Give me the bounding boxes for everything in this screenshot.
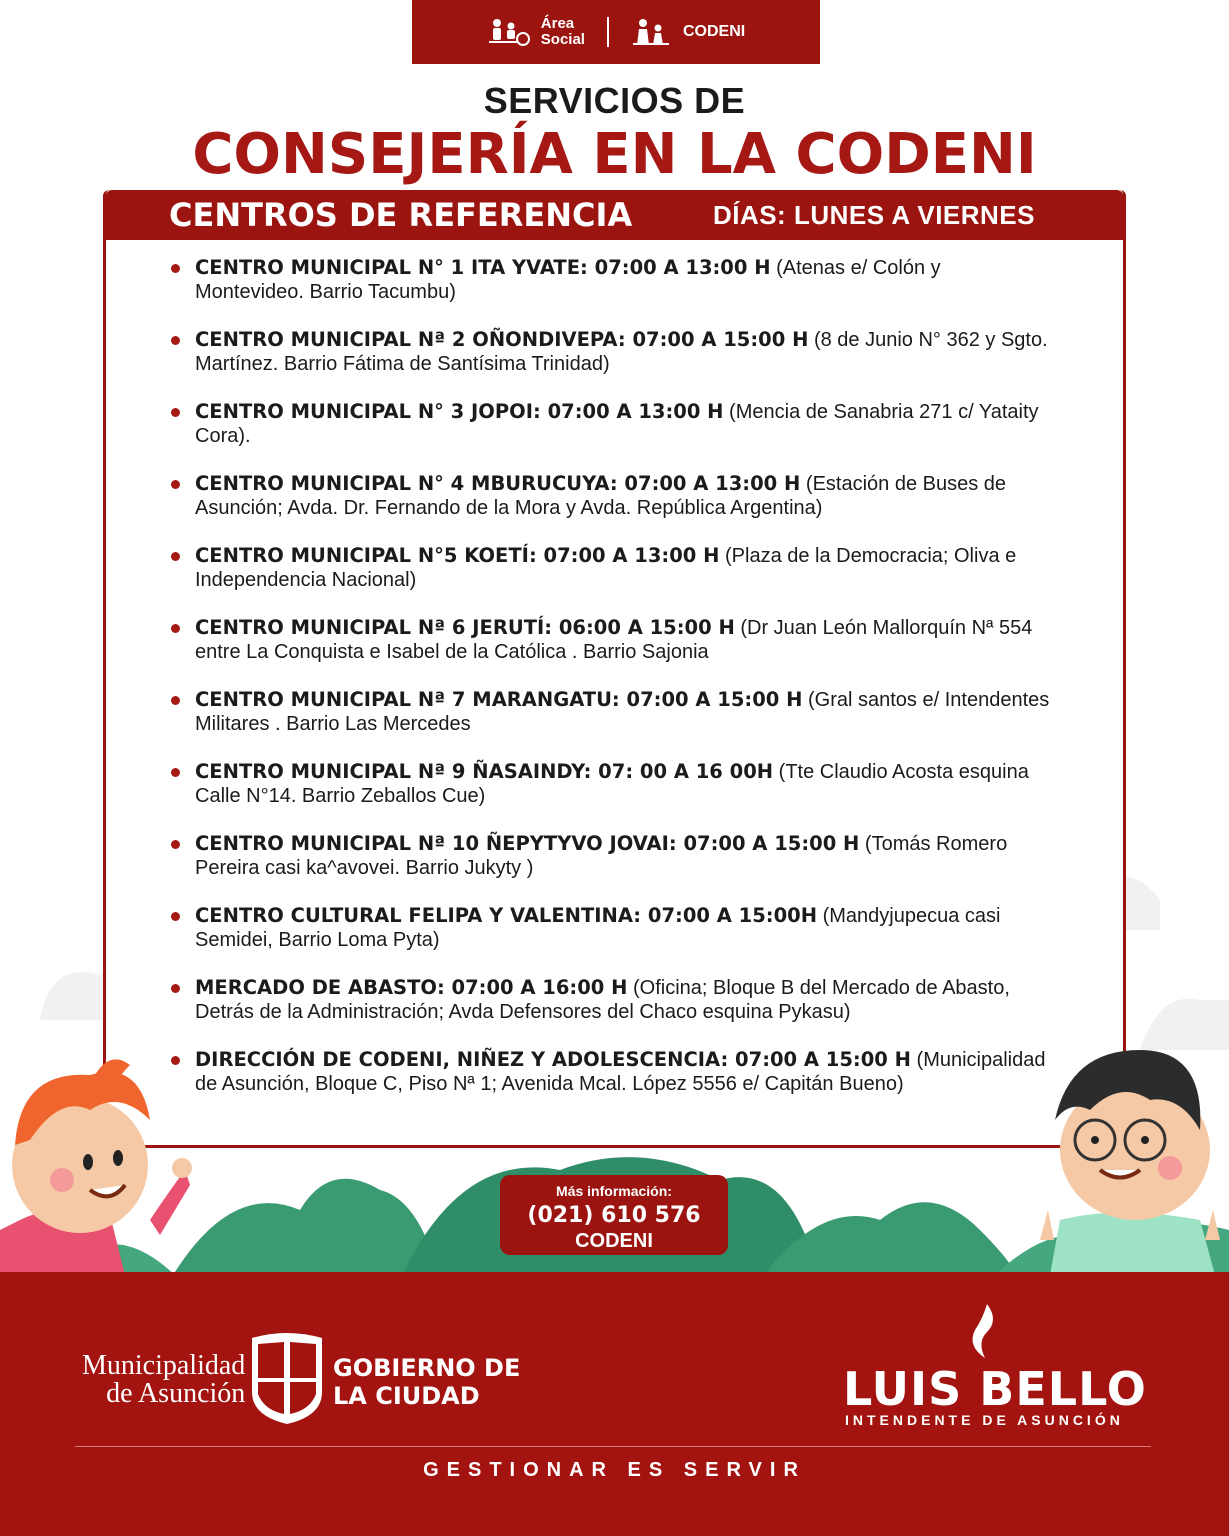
center-name: CENTRO MUNICIPAL Nª 10 ÑEPYTYVO JOVAI: 07:00 A 15:00 H (195, 832, 860, 855)
list-item (171, 976, 1051, 1024)
bullet-icon (171, 840, 180, 849)
center-address: (Mencia de Sanabria 271 c/ Yataity Cora). (195, 401, 1039, 447)
center-name: CENTRO MUNICIPAL Nª 2 OÑONDIVEPA: 07:00 A 15:00 H (195, 328, 809, 351)
family-icon (631, 17, 675, 47)
bullet-icon (171, 264, 180, 273)
list-item (171, 760, 1051, 808)
mayor-title: INTENDENTE DE ASUNCIÓN (845, 1412, 1124, 1428)
list-item (171, 832, 1051, 880)
area-social-label (541, 16, 585, 48)
info-phone[interactable]: (021) 610 576 (527, 1203, 701, 1228)
list-item (171, 400, 1051, 448)
center-address: (Gral santos e/ Intendentes Militares . Barrio Las Mercedes (195, 689, 1050, 735)
more-info-box (500, 1175, 728, 1255)
header-divider (607, 17, 609, 47)
municipality-logo-text (82, 1352, 245, 1408)
bullet-icon (171, 552, 180, 561)
codeni-group (631, 17, 745, 47)
info-label: Más información: (556, 1183, 672, 1199)
center-name: CENTRO MUNICIPAL N° 3 JOPOI: 07:00 A 13:00 H (195, 400, 724, 423)
bullet-icon (171, 336, 180, 345)
list-item (171, 472, 1051, 520)
panel-header (106, 190, 1123, 240)
flame-icon (965, 1302, 1005, 1362)
panel-days: DÍAS: LUNES A VIERNES (712, 199, 1035, 230)
area-social-group (487, 16, 585, 48)
reference-centers-panel (103, 190, 1126, 1148)
bullet-icon (171, 624, 180, 633)
list-item (171, 328, 1051, 376)
center-name: CENTRO MUNICIPAL Nª 6 JERUTÍ: 06:00 A 15:00 H (195, 616, 735, 639)
list-item (171, 904, 1051, 952)
center-address: (Dr Juan León Mallorquín Nª 554 entre La Conquista e Isabel de la Católica . Barrio Sajonia (195, 617, 1033, 663)
center-address: (8 de Junio N° 362 y Sgto. Martínez. Barrio Fátima de Santísima Trinidad) (195, 329, 1048, 375)
slogan: GESTIONAR ES SERVIR (423, 1459, 806, 1481)
mayor-name: LUIS BELLO (843, 1362, 1147, 1416)
center-address: (Atenas e/ Colón y Montevideo. Barrio Tacumbu) (195, 257, 941, 303)
centers-list (171, 256, 1051, 1120)
list-item (171, 256, 1051, 304)
gobierno-ciudad-text (333, 1354, 520, 1410)
bullet-icon (171, 408, 180, 417)
panel-heading: CENTROS DE REFERENCIA (169, 196, 633, 234)
center-address: (Tte Claudio Acosta esquina Calle N°14. Barrio Zeballos Cue) (195, 761, 1029, 807)
center-address: (Plaza de la Democracia; Oliva e Independencia Nacional) (195, 545, 1017, 591)
center-address: (Oficina; Bloque B del Mercado de Abasto, Detrás de la Administración; Avda Defensores del Chaco esquina Pykasu) (195, 977, 1010, 1023)
center-name: MERCADO DE ABASTO: 07:00 A 16:00 H (195, 976, 628, 999)
footer-divider (75, 1446, 1151, 1447)
list-item (171, 616, 1051, 664)
info-org: CODENI (575, 1230, 653, 1252)
center-name: CENTRO MUNICIPAL N° 4 MBURUCUYA: 07:00 A 13:00 H (195, 472, 801, 495)
muni-line1: Municipalidad (82, 1350, 246, 1381)
bullet-icon (171, 768, 180, 777)
footer (0, 1272, 1229, 1536)
muni-line2: de Asunción (106, 1378, 246, 1409)
title-line2: CONSEJERÍA EN LA CODENI (192, 122, 1037, 187)
center-name: CENTRO CULTURAL FELIPA Y VALENTINA: 07:00 A 15:00H (195, 904, 818, 927)
bullet-icon (171, 984, 180, 993)
bullet-icon (171, 912, 180, 921)
coat-of-arms-icon (248, 1332, 326, 1426)
bullet-icon (171, 696, 180, 705)
center-name: CENTRO MUNICIPAL Nª 7 MARANGATU: 07:00 A 15:00 H (195, 688, 803, 711)
kid-right-illustration (1030, 1040, 1229, 1275)
people-icon (487, 17, 533, 47)
kid-left-illustration (0, 1050, 200, 1275)
list-item (171, 544, 1051, 592)
title-line1: SERVICIOS DE (483, 80, 746, 121)
center-name: CENTRO MUNICIPAL Nª 9 ÑASAINDY: 07: 00 A 16 00H (195, 760, 774, 783)
center-address: (Municipalidad de Asunción, Bloque C, Piso Nª 1; Avenida Mcal. López 5556 e/ Capitán Bueno) (195, 1049, 1046, 1095)
center-address: (Tomás Romero Pereira casi ka^avovei. Barrio Jukyty ) (195, 833, 1008, 879)
center-address: (Estación de Buses de Asunción; Avda. Dr. Fernando de la Mora y Avda. República Argentina) (195, 473, 1007, 519)
gob-line1: GOBIERNO DE (333, 1354, 521, 1382)
bullet-icon (171, 480, 180, 489)
codeni-label: CODENI (682, 23, 746, 40)
center-name: CENTRO MUNICIPAL N°5 KOETÍ: 07:00 A 13:00 H (195, 544, 720, 567)
center-name: CENTRO MUNICIPAL N° 1 ITA YVATE: 07:00 A 13:00 H (195, 256, 771, 279)
list-item (171, 688, 1051, 736)
top-banner (412, 0, 820, 64)
gob-line2: LA CIUDAD (333, 1382, 480, 1410)
center-name: DIRECCIÓN DE CODENI, NIÑEZ Y ADOLESCENCIA: 07:00 A 15:00 H (195, 1048, 911, 1071)
area-label-line2: Social (540, 31, 585, 48)
center-address: (Mandyjupecua casi Semidei, Barrio Loma Pyta) (195, 905, 1001, 951)
area-label-line1: Área (540, 15, 575, 32)
list-item (171, 1048, 1051, 1096)
